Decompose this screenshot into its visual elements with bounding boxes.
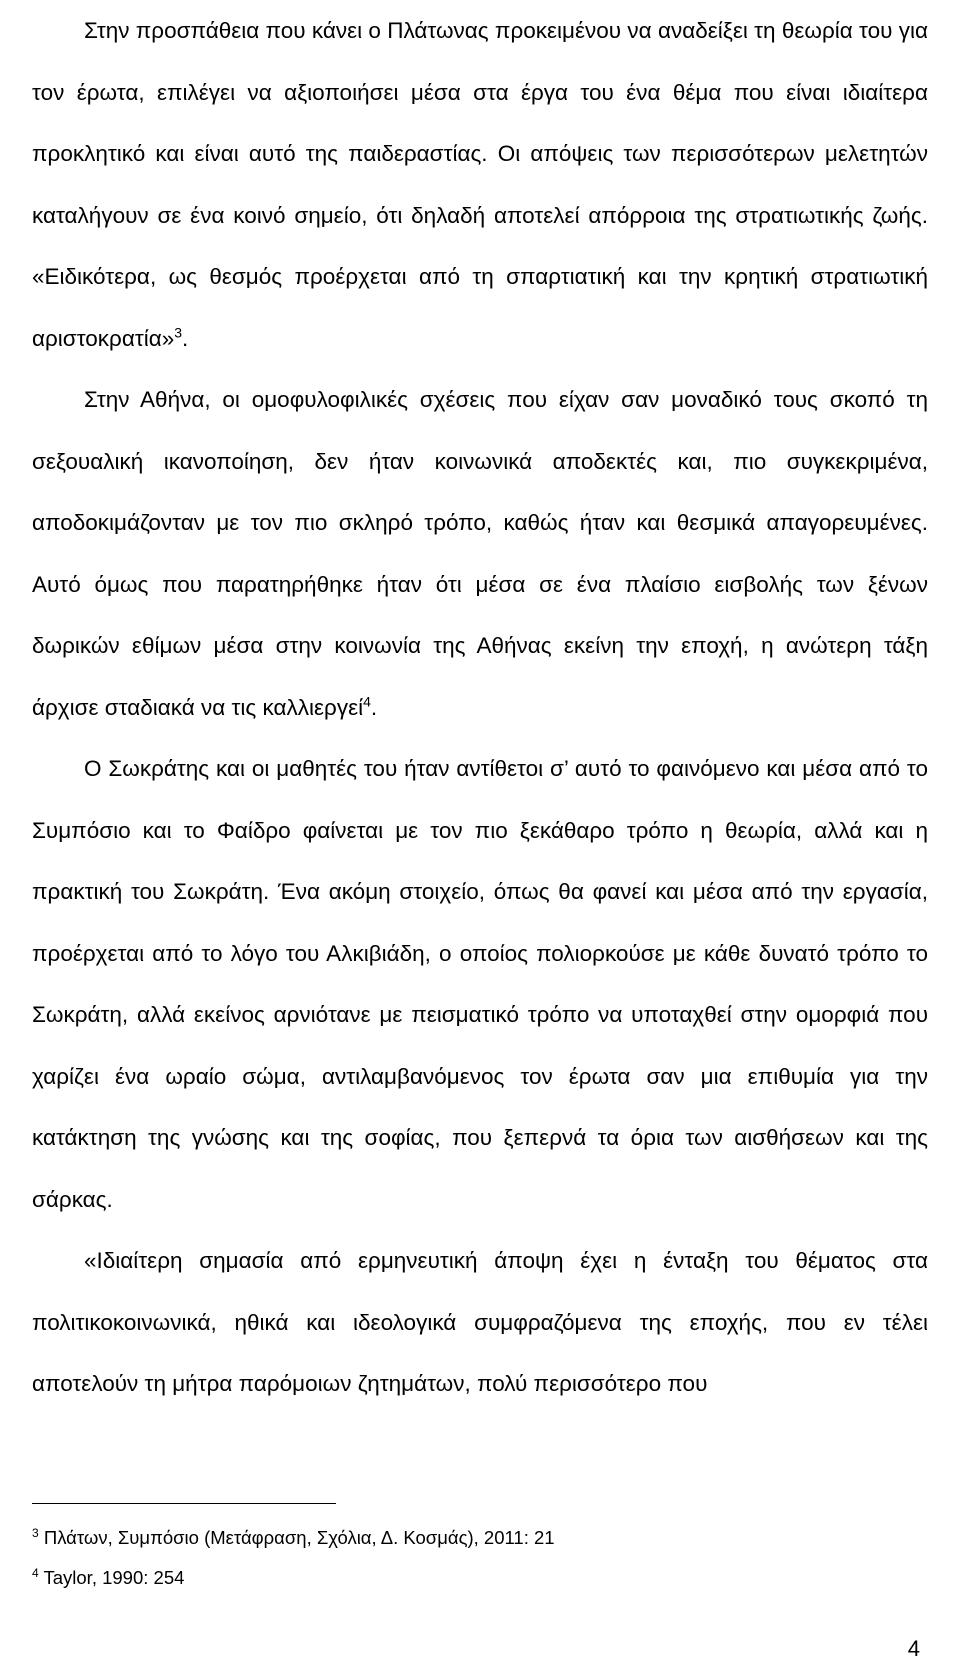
paragraph-2-end: . <box>370 694 378 720</box>
footnote-3 <box>32 1518 928 1558</box>
body-paragraph-1 <box>32 0 928 369</box>
footnote-mark-3: 3 <box>32 1525 39 1540</box>
paragraph-2-text: Στην Αθήνα, οι ομοφυλοφιλικές σχέσεις που είχαν σαν μοναδικό τους σκοπό τη σεξουαλική ικανοποίηση, δεν ήταν κοινωνικά αποδεκτές και, πιο συγκεκριμένα, αποδοκιμάζονταν με τον πιο σκληρό τρόπο, καθώς ήταν και θεσμικά απαγορευμένες. Αυτό όμως που παρατηρήθηκε ήταν ότι μέσα σε ένα πλαίσιο εισβολής των ξένων δωρικών εθίμων μέσα στην κοινωνία της Αθήνας εκείνη την εποχή, η ανώτερη τάξη άρχισε σταδιακά να τις καλλιεργεί <box>32 387 928 720</box>
body-paragraph-2 <box>32 369 928 738</box>
footnote-4-text: Taylor, 1990: 254 <box>38 1567 185 1588</box>
paragraph-1-end: . <box>182 325 189 351</box>
paragraph-1-text: Στην προσπάθεια που κάνει ο Πλάτωνας προκειμένου να αναδείξει τη θεωρία του για τον έρωτα, επιλέγει να αξιοποιήσει μέσα στα έργα του ένα θέμα που είναι ιδιαίτερα προκλητικό και είναι αυτό της παιδεραστίας. Οι απόψεις των περισσότερων μελετητών καταλήγουν σε ένα κοινό σημείο, ότι δηλαδή αποτελεί απόρροια της στρατιωτικής ζωής. «Ειδικότερα, ως θεσμός προέρχεται από τη σπαρτιατική και την κρητική στρατιωτική αριστοκρατία» <box>32 18 928 351</box>
footnote-4 <box>32 1558 928 1598</box>
body-paragraph-4: «Ιδιαίτερη σημασία από ερμηνευτική άποψη έχει η ένταξη του θέματος στα πολιτικοκοινωνικά, ηθικά και ιδεολογικά συμφραζόμενα της εποχής, που εν τέλει αποτελούν τη μήτρα παρόμοιων ζητημάτων, πολύ περισσότερο που <box>32 1248 928 1396</box>
footnote-3-text: Πλάτων, Συμπόσιο (Μετάφραση, Σχόλια, Δ. Κοσμάς), 2011: 21 <box>38 1527 555 1548</box>
footnote-ref-4: 4 <box>363 693 371 709</box>
document-page <box>32 0 928 1415</box>
footnotes <box>32 1518 928 1598</box>
body-paragraph-3: Ο Σωκράτης και οι μαθητές του ήταν αντίθετοι σ’ αυτό το φαινόμενο και μέσα από το Συμπόσιο και το Φαίδρο φαίνεται με τον πιο ξεκάθαρο τρόπο η θεωρία, αλλά και η πρακτική του Σωκράτη. Ένα ακόμη στοιχείο, όπως θα φανεί και μέσα από την εργασία, προέρχεται από το λόγο του Αλκιβιάδη, ο οποίος πολιορκούσε με κάθε δυνατό τρόπο το Σωκράτη, αλλά εκείνος αρνιότανε με πεισματικό τρόπο να υποταχθεί στην ομορφιά που χαρίζει ένα ωραίο σώμα, αντιλαμβανόμενος τον έρωτα σαν μια επιθυμία για την κατάκτηση της γνώσης και της σοφίας, που ξεπερνά τα όρια των αισθήσεων και της σάρκας. <box>32 756 928 1212</box>
footnote-mark-4: 4 <box>32 1565 39 1580</box>
footnote-separator <box>32 1503 336 1504</box>
page-number: 4 <box>907 1636 920 1661</box>
footnote-ref-3: 3 <box>174 324 183 340</box>
